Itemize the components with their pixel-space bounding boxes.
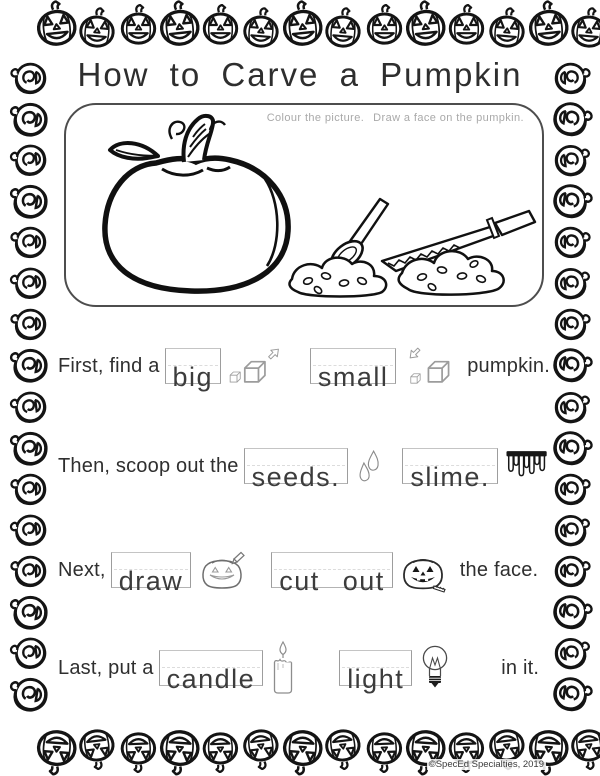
border-top	[36, 2, 564, 60]
doodle-pumpkin-border-icon	[1, 669, 56, 719]
sentence-prefix: Next,	[58, 558, 106, 581]
jack-o-lantern-border-icon	[154, 723, 205, 776]
jack-o-lantern-border-icon	[364, 2, 405, 49]
picture-box	[64, 103, 544, 307]
pumpkin-illustration	[90, 111, 302, 303]
doodle-pumpkin-border-icon	[1, 422, 56, 472]
trace-word-candle: candle	[159, 650, 264, 686]
instruction-draw-face: Draw a face on the pumpkin.	[373, 112, 524, 124]
trace-word-small: small	[310, 348, 397, 384]
sentence-suffix: the face.	[459, 558, 539, 581]
jack-o-lantern-border-icon	[400, 0, 451, 53]
sentence-first	[58, 336, 550, 396]
light-bulb-icon	[419, 644, 451, 692]
sentence-next	[58, 540, 550, 600]
jack-o-lantern-border-icon	[75, 723, 120, 773]
trace-word-draw: draw	[111, 552, 192, 588]
pumpkin-cut-face-icon	[400, 547, 448, 593]
doodle-pumpkin-border-icon	[1, 176, 56, 226]
jack-o-lantern-border-icon	[200, 2, 241, 49]
doodle-pumpkin-border-icon	[545, 587, 600, 637]
copyright-text: ©SpecEd Specialties, 2019	[428, 759, 544, 770]
instruction-text	[267, 112, 524, 124]
doodle-pumpkin-border-icon	[1, 587, 56, 637]
grow-cube-icon	[228, 343, 284, 389]
jack-o-lantern-border-icon	[200, 728, 241, 775]
doodle-pumpkin-border-icon	[3, 507, 53, 552]
jack-o-lantern-border-icon	[446, 2, 487, 49]
jack-o-lantern-border-icon	[321, 3, 366, 53]
doodle-pumpkin-border-icon	[545, 340, 600, 390]
sentence-prefix: First, find a	[58, 354, 160, 377]
jack-o-lantern-border-icon	[118, 2, 159, 49]
doodle-pumpkin-border-icon	[6, 304, 51, 344]
border-left	[2, 58, 54, 714]
candle-icon	[270, 640, 296, 696]
doodle-pumpkin-border-icon	[1, 340, 56, 390]
jack-o-lantern-border-icon	[567, 723, 600, 773]
jack-o-lantern-border-icon	[118, 728, 159, 775]
dripping-slime-icon	[505, 444, 548, 488]
doodle-pumpkin-border-icon	[545, 176, 600, 226]
jack-o-lantern-border-icon	[364, 728, 405, 775]
carving-tools-illustration	[284, 197, 538, 303]
jack-o-lantern-border-icon	[75, 3, 120, 53]
doodle-pumpkin-border-icon	[6, 222, 51, 262]
doodle-pumpkin-border-icon	[545, 669, 600, 719]
doodle-pumpkin-border-icon	[6, 551, 51, 591]
trace-word-slime: slime.	[402, 448, 498, 484]
sentence-suffix: pumpkin.	[467, 354, 550, 377]
sentence-then	[58, 436, 550, 496]
sentence-suffix: in it.	[501, 656, 540, 679]
border-right	[546, 58, 598, 714]
jack-o-lantern-border-icon	[567, 3, 600, 53]
doodle-pumpkin-border-icon	[6, 469, 51, 509]
trace-word-light: light	[339, 650, 412, 686]
sentence-last	[58, 638, 550, 698]
seeds-icon	[355, 442, 382, 490]
page-title: How to Carve a Pumpkin	[77, 56, 523, 93]
sentence-prefix: Last, put a	[58, 656, 154, 679]
doodle-pumpkin-border-icon	[550, 222, 595, 262]
pumpkin-drawn-face-icon	[198, 549, 246, 591]
trace-word-big: big	[165, 348, 222, 384]
sentence-prefix: Then, scoop out the	[58, 454, 239, 477]
doodle-pumpkin-border-icon	[3, 261, 53, 306]
doodle-pumpkin-border-icon	[547, 507, 597, 552]
doodle-pumpkin-border-icon	[545, 422, 600, 472]
jack-o-lantern-border-icon	[321, 723, 366, 773]
doodle-pumpkin-border-icon	[550, 551, 595, 591]
instruction-colour: Colour the picture.	[266, 112, 365, 124]
trace-word-seeds: seeds.	[244, 448, 349, 484]
doodle-pumpkin-border-icon	[550, 469, 595, 509]
shrink-cube-icon	[403, 343, 455, 389]
jack-o-lantern-border-icon	[154, 0, 205, 53]
doodle-pumpkin-border-icon	[547, 261, 597, 306]
doodle-pumpkin-border-icon	[550, 304, 595, 344]
trace-word-cut-out: cut out	[271, 552, 393, 588]
